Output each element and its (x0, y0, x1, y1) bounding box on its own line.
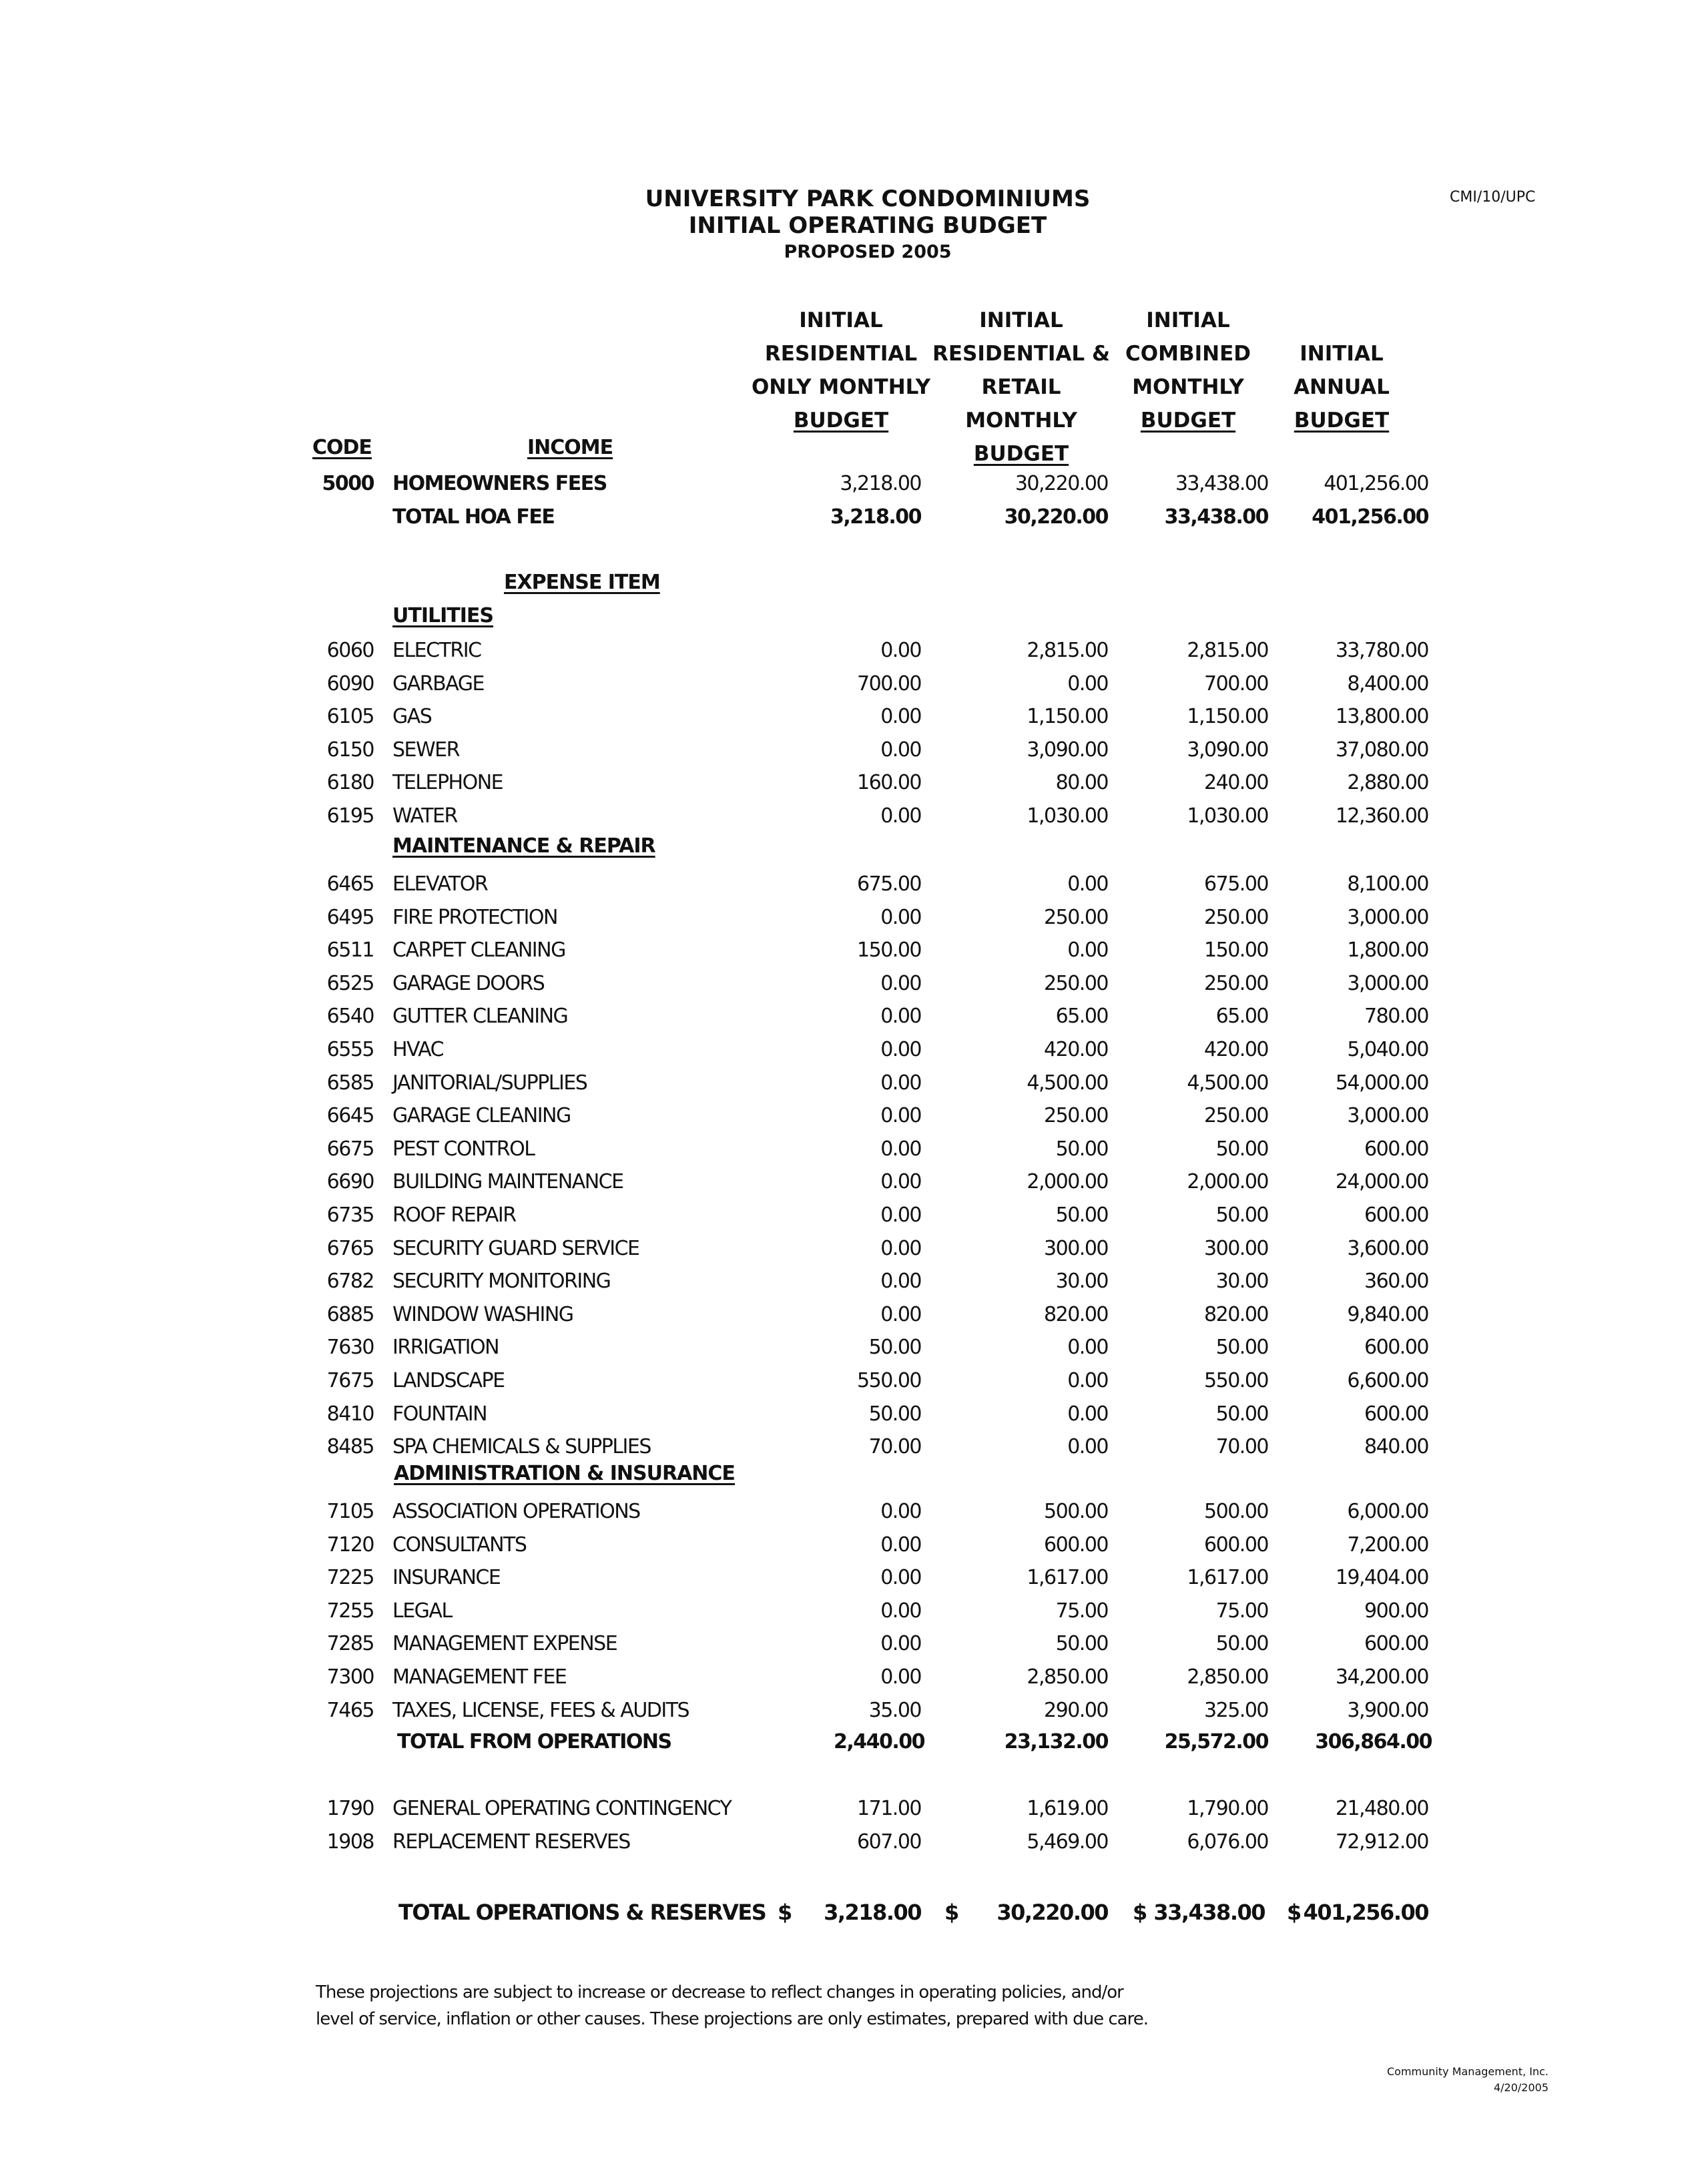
row-value-residential: 0.00 (880, 639, 921, 662)
row-name: IRRIGATION (392, 1336, 499, 1360)
row-value-combined: 50.00 (1215, 1336, 1268, 1360)
row-code: 6150 (326, 738, 374, 762)
column-header-annual: INITIAL ANNUAL BUDGET (1294, 342, 1390, 433)
row-value-annual: 34,200.00 (1335, 1665, 1428, 1689)
income-row (0, 467, 1698, 501)
row-value-retail: 50.00 (1055, 1203, 1108, 1227)
row-value-retail: 30,220.00 (1004, 505, 1108, 529)
row-value-annual: 24,000.00 (1335, 1170, 1428, 1194)
row-value-retail: 30,220.00 (1015, 472, 1108, 495)
row-value-annual: 3,000.00 (1347, 1104, 1428, 1128)
row-name: BUILDING MAINTENANCE (392, 1170, 623, 1194)
row-value-annual: 8,400.00 (1347, 671, 1428, 696)
row-value-annual: 21,480.00 (1335, 1797, 1428, 1820)
row-value-residential: 675.00 (857, 872, 921, 896)
row-value-annual: 401,256.00 (1303, 1900, 1428, 1925)
row-value-annual: 401,256.00 (1312, 505, 1428, 529)
row-value-retail: 420.00 (1044, 1038, 1108, 1061)
table-row (0, 1000, 1698, 1033)
row-code: 7285 (326, 1632, 374, 1656)
row-code: 6735 (326, 1203, 374, 1227)
table-row (0, 934, 1698, 967)
row-value-residential: 0.00 (880, 1533, 921, 1557)
row-code: 6465 (326, 872, 374, 896)
row-value-retail: 0.00 (1067, 1402, 1108, 1426)
row-code: 6645 (326, 1104, 374, 1128)
row-value-combined: 50.00 (1215, 1203, 1268, 1227)
row-value-combined: 250.00 (1204, 971, 1268, 995)
row-value-residential: 0.00 (880, 1137, 921, 1161)
row-name: SPA CHEMICALS & SUPPLIES (392, 1435, 651, 1459)
row-code: 6585 (326, 1071, 374, 1095)
row-code: 1790 (326, 1797, 374, 1820)
row-value-residential: 3,218.00 (824, 1900, 921, 1925)
document-subtitle: INITIAL OPERATING BUDGET (688, 212, 1047, 239)
row-name: SECURITY GUARD SERVICE (392, 1236, 639, 1260)
row-value-retail: 250.00 (1044, 1104, 1108, 1128)
row-code: 7300 (326, 1665, 374, 1689)
table-row (0, 1331, 1698, 1364)
row-value-residential: 0.00 (880, 971, 921, 995)
row-value-residential: 0.00 (880, 1270, 921, 1294)
document-year: PROPOSED 2005 (784, 242, 952, 262)
footer-company: Community Management, Inc. (1387, 2065, 1548, 2078)
row-value-retail: 2,850.00 (1027, 1665, 1108, 1689)
row-value-residential: 35.00 (868, 1698, 921, 1722)
row-value-residential: 0.00 (880, 1665, 921, 1689)
row-value-retail: 1,617.00 (1027, 1566, 1108, 1590)
row-value-combined: 75.00 (1215, 1599, 1268, 1623)
row-name: TOTAL OPERATIONS & RESERVES (398, 1900, 766, 1925)
row-value-annual: 33,780.00 (1335, 639, 1428, 662)
table-row (0, 1661, 1698, 1694)
row-value-residential: 0.00 (880, 1170, 921, 1194)
row-value-annual: 12,360.00 (1335, 804, 1428, 828)
table-row (0, 1398, 1698, 1431)
row-value-residential: 150.00 (857, 938, 921, 963)
row-name: ELECTRIC (392, 639, 481, 662)
row-value-retail: 290.00 (1044, 1698, 1108, 1722)
row-code: 6782 (326, 1270, 374, 1294)
row-name: PEST CONTROL (392, 1137, 535, 1161)
row-value-residential: 0.00 (880, 1500, 921, 1523)
currency-symbol: $ (1133, 1900, 1147, 1925)
row-value-annual: 401,256.00 (1324, 472, 1428, 495)
grand-total-row (0, 1896, 1698, 1929)
row-value-retail: 600.00 (1044, 1533, 1108, 1557)
footer-date: 4/20/2005 (1493, 2081, 1548, 2094)
row-value-retail: 250.00 (1044, 971, 1108, 995)
row-name: TAXES, LICENSE, FEES & AUDITS (392, 1698, 689, 1722)
row-value-residential: 70.00 (868, 1435, 921, 1459)
row-name: MANAGEMENT EXPENSE (392, 1632, 617, 1656)
row-value-retail: 2,000.00 (1027, 1170, 1108, 1194)
row-value-annual: 3,000.00 (1347, 971, 1428, 995)
row-value-annual: 1,800.00 (1347, 938, 1428, 963)
row-code: 7120 (326, 1533, 374, 1557)
document-title: UNIVERSITY PARK CONDOMINIUMS (645, 186, 1091, 212)
row-value-annual: 900.00 (1364, 1599, 1428, 1623)
row-code: 7465 (326, 1698, 374, 1722)
table-row (0, 1199, 1698, 1232)
row-value-residential: 700.00 (857, 671, 921, 696)
utilities-header: UTILITIES (392, 604, 493, 627)
row-value-residential: 0.00 (880, 1236, 921, 1260)
expense-item-header: EXPENSE ITEM (504, 571, 660, 594)
row-code: 7675 (326, 1369, 374, 1392)
row-value-combined: 1,617.00 (1187, 1566, 1268, 1590)
row-value-residential: 0.00 (880, 1038, 921, 1061)
row-value-annual: 5,040.00 (1347, 1038, 1428, 1061)
total-operations-row (0, 1725, 1698, 1759)
row-value-combined: 50.00 (1215, 1632, 1268, 1656)
row-value-combined: 420.00 (1204, 1038, 1268, 1061)
row-value-residential: 607.00 (857, 1830, 921, 1854)
row-code: 7255 (326, 1599, 374, 1623)
row-code: 1908 (326, 1830, 374, 1854)
row-value-residential: 0.00 (880, 705, 921, 729)
code-header: CODE (312, 436, 372, 459)
row-value-annual: 600.00 (1364, 1137, 1428, 1161)
row-value-residential: 0.00 (880, 1632, 921, 1656)
row-name: GUTTER CLEANING (392, 1005, 568, 1029)
disclaimer-note (316, 1979, 1148, 2032)
row-value-retail: 0.00 (1067, 1435, 1108, 1459)
row-value-combined: 250.00 (1204, 1104, 1268, 1128)
row-code: 6195 (326, 804, 374, 828)
row-name: SEWER (392, 738, 459, 762)
table-row (0, 1495, 1698, 1529)
row-value-annual: 600.00 (1364, 1203, 1428, 1227)
row-value-annual: 780.00 (1364, 1005, 1428, 1029)
row-value-retail: 0.00 (1067, 938, 1108, 963)
table-row (0, 1561, 1698, 1595)
currency-symbol: $ (1287, 1900, 1301, 1925)
row-value-combined: 1,790.00 (1187, 1797, 1268, 1820)
row-value-combined: 30.00 (1215, 1270, 1268, 1294)
row-value-combined: 700.00 (1204, 671, 1268, 696)
row-name: GARAGE DOORS (392, 971, 545, 995)
footer (1268, 2064, 1548, 2096)
row-code: 8410 (326, 1402, 374, 1426)
row-value-residential: 50.00 (868, 1402, 921, 1426)
row-value-combined: 150.00 (1204, 938, 1268, 963)
row-value-retail: 50.00 (1055, 1137, 1108, 1161)
row-value-annual: 37,080.00 (1335, 738, 1428, 762)
row-value-combined: 240.00 (1204, 771, 1268, 795)
row-code: 7105 (326, 1500, 374, 1523)
row-value-residential: 171.00 (857, 1797, 921, 1820)
row-value-annual: 360.00 (1364, 1270, 1428, 1294)
table-row (0, 1067, 1698, 1100)
row-value-combined: 1,150.00 (1187, 705, 1268, 729)
row-value-annual: 6,600.00 (1347, 1369, 1428, 1392)
row-code: 6180 (326, 771, 374, 795)
row-value-annual: 600.00 (1364, 1336, 1428, 1360)
row-code: 6555 (326, 1038, 374, 1061)
row-value-retail: 65.00 (1055, 1005, 1108, 1029)
table-row (0, 734, 1698, 767)
row-value-combined: 675.00 (1204, 872, 1268, 896)
row-name: WINDOW WASHING (392, 1302, 573, 1326)
row-code: 5000 (322, 472, 374, 495)
table-row (0, 1595, 1698, 1628)
column-header-residential: INITIAL RESIDENTIAL ONLY MONTHLY BUDGET (751, 308, 931, 433)
row-name: LEGAL (392, 1599, 452, 1623)
row-value-retail: 1,030.00 (1027, 804, 1108, 828)
table-row (0, 1133, 1698, 1166)
reference-code: CMI/10/UPC (1450, 189, 1536, 206)
row-value-combined: 300.00 (1204, 1236, 1268, 1260)
row-value-retail: 80.00 (1055, 771, 1108, 795)
row-value-annual: 13,800.00 (1335, 705, 1428, 729)
row-value-annual: 600.00 (1364, 1632, 1428, 1656)
row-code: 6885 (326, 1302, 374, 1326)
row-value-retail: 3,090.00 (1027, 738, 1108, 762)
table-row (0, 1099, 1698, 1133)
row-value-residential: 0.00 (880, 1302, 921, 1326)
row-value-combined: 2,815.00 (1187, 639, 1268, 662)
table-row (0, 667, 1698, 701)
row-name: GAS (392, 705, 432, 729)
row-value-combined: 325.00 (1204, 1698, 1268, 1722)
row-code: 6765 (326, 1236, 374, 1260)
table-row (0, 1430, 1698, 1464)
table-row (0, 1232, 1698, 1266)
row-value-residential: 0.00 (880, 1104, 921, 1128)
table-row (0, 1826, 1698, 1859)
row-code: 6675 (326, 1137, 374, 1161)
row-value-residential: 0.00 (880, 1071, 921, 1095)
table-row (0, 800, 1698, 833)
row-value-annual: 600.00 (1364, 1402, 1428, 1426)
row-code: 7630 (326, 1336, 374, 1360)
row-value-retail: 50.00 (1055, 1632, 1108, 1656)
row-name: LANDSCAPE (392, 1369, 505, 1392)
row-name: ELEVATOR (392, 872, 488, 896)
row-name: HVAC (392, 1038, 444, 1061)
row-code: 6511 (326, 938, 374, 963)
row-name: REPLACEMENT RESERVES (392, 1830, 630, 1854)
row-value-residential: 160.00 (857, 771, 921, 795)
row-value-combined: 1,030.00 (1187, 804, 1268, 828)
table-row (0, 700, 1698, 734)
table-row (0, 1165, 1698, 1199)
row-value-combined: 250.00 (1204, 905, 1268, 929)
row-value-combined: 4,500.00 (1187, 1071, 1268, 1095)
row-code: 6690 (326, 1170, 374, 1194)
table-row (0, 1364, 1698, 1398)
table-row (0, 1265, 1698, 1298)
row-value-retail: 23,132.00 (1004, 1730, 1108, 1753)
table-row (0, 1529, 1698, 1562)
table-row (0, 967, 1698, 1001)
row-value-retail: 300.00 (1044, 1236, 1108, 1260)
row-value-combined: 2,000.00 (1187, 1170, 1268, 1194)
row-name: FOUNTAIN (392, 1402, 487, 1426)
row-value-annual: 6,000.00 (1347, 1500, 1428, 1523)
row-value-residential: 2,440.00 (833, 1730, 924, 1753)
row-value-combined: 33,438.00 (1153, 1900, 1265, 1925)
row-value-annual: 840.00 (1364, 1435, 1428, 1459)
row-name: TELEPHONE (392, 771, 503, 795)
row-value-annual: 7,200.00 (1347, 1533, 1428, 1557)
row-value-retail: 2,815.00 (1027, 639, 1108, 662)
row-name: WATER (392, 804, 457, 828)
row-code: 6525 (326, 971, 374, 995)
row-value-annual: 19,404.00 (1335, 1566, 1428, 1590)
row-name: MANAGEMENT FEE (392, 1665, 567, 1689)
row-value-annual: 3,000.00 (1347, 905, 1428, 929)
row-value-residential: 550.00 (857, 1369, 921, 1392)
row-value-combined: 820.00 (1204, 1302, 1268, 1326)
row-value-retail: 0.00 (1067, 872, 1108, 896)
row-value-combined: 65.00 (1215, 1005, 1268, 1029)
row-value-combined: 500.00 (1204, 1500, 1268, 1523)
row-code: 8485 (326, 1435, 374, 1459)
row-value-combined: 550.00 (1204, 1369, 1268, 1392)
row-name: FIRE PROTECTION (392, 905, 557, 929)
row-value-retail: 250.00 (1044, 905, 1108, 929)
row-value-retail: 0.00 (1067, 671, 1108, 696)
currency-symbol: $ (944, 1900, 958, 1925)
row-name: ROOF REPAIR (392, 1203, 516, 1227)
row-value-annual: 72,912.00 (1335, 1830, 1428, 1854)
table-row (0, 1627, 1698, 1661)
currency-symbol: $ (778, 1900, 792, 1925)
row-value-annual: 2,880.00 (1347, 771, 1428, 795)
row-value-residential: 3,218.00 (830, 505, 921, 529)
table-row (0, 766, 1698, 800)
column-header-residential-retail: INITIAL RESIDENTIAL & RETAIL MONTHLY BUDGET (932, 308, 1110, 466)
row-value-combined: 3,090.00 (1187, 738, 1268, 762)
row-value-residential: 0.00 (880, 738, 921, 762)
row-value-annual: 3,900.00 (1347, 1698, 1428, 1722)
table-row (0, 1694, 1698, 1727)
table-row (0, 1792, 1698, 1826)
row-value-retail: 820.00 (1044, 1302, 1108, 1326)
row-name: HOMEOWNERS FEES (392, 472, 607, 495)
row-code: 6495 (326, 905, 374, 929)
table-row (0, 901, 1698, 934)
row-code: 6540 (326, 1005, 374, 1029)
table-row (0, 1298, 1698, 1332)
row-name: GARBAGE (392, 671, 484, 696)
row-code: 6060 (326, 639, 374, 662)
administration-header: ADMINISTRATION & INSURANCE (394, 1462, 735, 1485)
row-code: 7225 (326, 1566, 374, 1590)
row-value-combined: 6,076.00 (1187, 1830, 1268, 1854)
row-value-residential: 0.00 (880, 804, 921, 828)
row-value-residential: 0.00 (880, 1005, 921, 1029)
row-name: TOTAL HOA FEE (392, 505, 555, 529)
row-value-retail: 30,220.00 (997, 1900, 1108, 1925)
row-value-combined: 70.00 (1215, 1435, 1268, 1459)
disclaimer-line: level of service, inflation or other causes. These projections are only estimates, prepared with due care. (316, 2009, 1148, 2029)
row-value-combined: 33,438.00 (1164, 505, 1268, 529)
row-name: CONSULTANTS (392, 1533, 527, 1557)
row-value-retail: 500.00 (1044, 1500, 1108, 1523)
column-header-combined: INITIAL COMBINED MONTHLY BUDGET (1125, 308, 1251, 433)
row-value-annual: 8,100.00 (1347, 872, 1428, 896)
income-header: INCOME (527, 436, 613, 459)
row-name: INSURANCE (392, 1566, 501, 1590)
row-value-retail: 0.00 (1067, 1336, 1108, 1360)
row-name: JANITORIAL/SUPPLIES (392, 1071, 587, 1095)
disclaimer-line: These projections are subject to increase or decrease to reflect changes in operating policies, and/or (316, 1982, 1123, 2002)
total-hoa-row (0, 501, 1698, 534)
row-value-combined: 33,438.00 (1175, 472, 1268, 495)
row-name: ASSOCIATION OPERATIONS (392, 1500, 640, 1523)
row-value-residential: 50.00 (868, 1336, 921, 1360)
row-value-residential: 3,218.00 (840, 472, 921, 495)
row-value-residential: 0.00 (880, 1566, 921, 1590)
row-value-combined: 2,850.00 (1187, 1665, 1268, 1689)
row-value-combined: 600.00 (1204, 1533, 1268, 1557)
row-value-retail: 75.00 (1055, 1599, 1108, 1623)
row-name: GENERAL OPERATING CONTINGENCY (392, 1797, 732, 1820)
table-row (0, 1033, 1698, 1067)
maintenance-header: MAINTENANCE & REPAIR (392, 834, 655, 858)
table-row (0, 634, 1698, 667)
row-name: SECURITY MONITORING (392, 1270, 611, 1294)
row-name: TOTAL FROM OPERATIONS (397, 1730, 671, 1753)
row-value-retail: 30.00 (1055, 1270, 1108, 1294)
row-value-retail: 1,619.00 (1027, 1797, 1108, 1820)
row-value-annual: 9,840.00 (1347, 1302, 1428, 1326)
row-name: CARPET CLEANING (392, 938, 565, 963)
row-value-combined: 50.00 (1215, 1402, 1268, 1426)
row-value-residential: 0.00 (880, 1203, 921, 1227)
row-value-residential: 0.00 (880, 905, 921, 929)
row-value-combined: 25,572.00 (1164, 1730, 1268, 1753)
row-name: GARAGE CLEANING (392, 1104, 571, 1128)
row-value-retail: 0.00 (1067, 1369, 1108, 1392)
table-row (0, 868, 1698, 901)
row-value-retail: 5,469.00 (1027, 1830, 1108, 1854)
row-value-annual: 3,600.00 (1347, 1236, 1428, 1260)
row-code: 6090 (326, 671, 374, 696)
row-value-annual: 306,864.00 (1315, 1730, 1432, 1753)
row-value-retail: 4,500.00 (1027, 1071, 1108, 1095)
row-code: 6105 (326, 705, 374, 729)
row-value-annual: 54,000.00 (1335, 1071, 1428, 1095)
row-value-combined: 50.00 (1215, 1137, 1268, 1161)
row-value-residential: 0.00 (880, 1599, 921, 1623)
row-value-retail: 1,150.00 (1027, 705, 1108, 729)
